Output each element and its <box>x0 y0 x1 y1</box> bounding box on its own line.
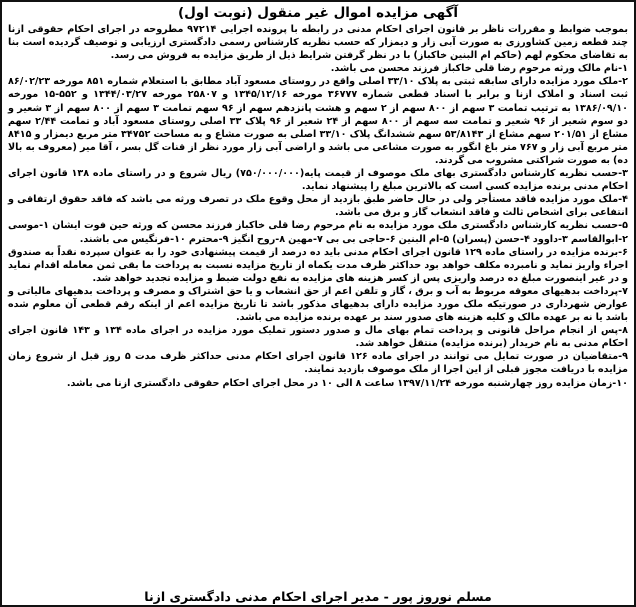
intro-paragraph: بموجب ضوابط و مقررات ناظر بر قانون اجرای احکام مدنی در رابطه با پرونده اجرایی ۹۷۲۱۴ مطروحه در اجرای احکام حقوقی ازنا چند قطعه زمین کشاورزی به صورت آبی زار و دیمزار که حسب نظریه کارشناس رسمی دادگستری ارزیابی و توصیف گردیده است بنا به تقاضای محکوم لهم (حاکم ام البنین خاکباز) با در نظر گرفتن شرایط ذیل از طریق مزایده به فروش می رسد. <box>8 24 628 62</box>
notice-title: آگهی مزایده اموال غیر منقول (نوبت اول) <box>177 5 459 21</box>
clause-2-property-description: ۲-ملک مورد مزایده دارای سابقه ثبتی به پلاک ۳۳/۱۰ اصلی واقع در روستای مسعود آباد مطابق با استعلام شماره ۸۵۱ مورخه ۸۶/۰۲/۲۳ ثبت اسناد و املاک ازنا و برابر با اسناد قطعی شماره ۳۶۷۷۷ مورخه ۱۳۴۵/۱۲/۱۶ و ۲۵۸۰۷ مورخه ۱۳۴۴/۰۳/۲۷ و ۵۵۲-۱۵ مورخه ۱۳۸۶/۰۹/۱۰ به ترتیب تمامت ۳ سهم از ۸۰۰ سهم از ۲ سهم و هشت پانزدهم سهم از ۹۶ سهم تمامت ۳ سهم از ۸۰۰ سهم از ۳ شعیر و دو سوم شعیر از ۹۶ شعیر و تمامت سه سهم از ۸۰۰ سهم از ۲۴ شعیر از ۹۶ پلاک ۳۳ اصلی روستای مسعود آباد و تمامت ۲/۴۴ سهم مشاع از ۲۰۱/۵۱ سهم مشاع از ۵۳/۸۱۴۳ سهم ششدانگ پلاک ۳۳/۱۰ اصلی به صورت مشاع و به مساحت ۳۴۷۵۲ متر مربع دیمزار و ۸۴۱۵ متر مربع آبی زار و ۷۶۷ متر باغ انگور به صورت مشاعی می باشد و اراضی آبی زار مورد نظر از قنات گل بسر ، آقا میر (معروف به بالا ده) به صورت شراکتی مشروب می گردند. <box>8 76 629 166</box>
clause-9-visit: ۹-متقاضیان در صورت تمایل می توانند در اجرای ماده ۱۲۶ قانون اجرای احکام مدنی حداکثر ظرف مدت ۵ روز قبل از شروع زمان مزایده با دریافت مجوز قبلی از این اجرا از ملک موصوف بازدید نمایند. <box>8 351 628 376</box>
clause-10-auction-time: ۱۰-زمان مزایده روز چهارشنبه مورخه ۱۳۹۷/۱۱/۲۴ ساعت ۸ الی ۱۰ در محل اجرای احکام حقوقی دادگستری ازنا می باشد. <box>66 377 628 389</box>
clause-1-owner: ۱-نام مالک ورثه مرحوم رضا قلی خاکباز فرزند محسن می باشد. <box>330 63 628 75</box>
clause-6-deposit: ۶-برنده مزایده در راستای ماده ۱۲۹ قانون اجرای احکام مدنی باید ده درصد از قیمت پیشنهادی خود را به عنوان سپرده نقداً به صندوق اجراء واریز نماید و نامبرده مکلف خواهد بود حداکثر ظرف مدت یکماه از تاریخ مزایده نسبت به پرداخت ما بقی ثمن معامله اقدام نماید و در غیر اینصورت مبلغ ده درصد واریزی پس از کسر هزینه های مزایده به نفع دولت ضبط و مزایده تجدید خواهد شد. <box>8 246 628 284</box>
clause-4-occupancy: ۴-ملک مورد مزایده فاقد مستأجر ولی در حال حاضر طبق بازدید از محل وقوع ملک در تصرف ورثه می باشد که فاقد حقوق ارتفاقی و انتفاعی برای اشخاص ثالث و فاقد انشعاب گاز و برق می باشد. <box>8 194 628 219</box>
clause-8-transfer: ۸-پس از انجام مراحل قانونی و پرداخت تمام بهای مال و صدور دستور تملیک مورد مزایده در اجرای ماده ۱۳۴ و ۱۴۳ قانون اجرای احکام مدنی به نام خریدار (برنده مزایده) منتقل خواهد شد. <box>8 325 628 350</box>
clause-7-debts: ۷-پرداخت بدهیهای معوقه مربوط به آب و برق ، گاز و تلفن اعم از حق انشعاب و یا حق اشتراک و مصرف و پرداخت بدهیهای مالیاتی و عوارض شهرداری در صورتیکه ملک مورد مزایده دارای بدهیهای مذکور باشد تا تاریخ مزایده اعم از اینکه رقم قطعی آن معلوم شده باشد یا نه بر عهده مالک و کلیه هزینه های صدور سند بر عهده برنده مزایده می باشد. <box>8 285 628 324</box>
signature-line: مسلم نوروز پور - مدیر اجرای احکام مدنی دادگستری ازنا <box>144 589 492 604</box>
clause-5-heirs: ۵-حسب نظریه کارشناس دادگستری ملک مورد مزایده به نام مرحوم رضا قلی خاکباز فرزند محسن که ورثه حین فوت ایشان ۱-موسی ۲-ابوالقاسم ۳-داوود ۴-حسن (پسران) ۵-ام البنین ۶-حاجی بی بی ۷-مهین ۸-روح انگیز ۹-محترم ۱۰-فرنگیس می باشند. <box>8 220 628 245</box>
clause-3-base-price: ۳-حسب نظریه کارشناس دادگستری بهای ملک موصوف از قیمت پایه(۷۵۰/۰۰۰/۰۰۰) ریال شروع و در راستای ماده ۱۳۸ قانون اجرای احکام مدنی برنده مزایده کسی است که بالاترین مبلغ را پیشنهاد نماید. <box>8 168 629 193</box>
